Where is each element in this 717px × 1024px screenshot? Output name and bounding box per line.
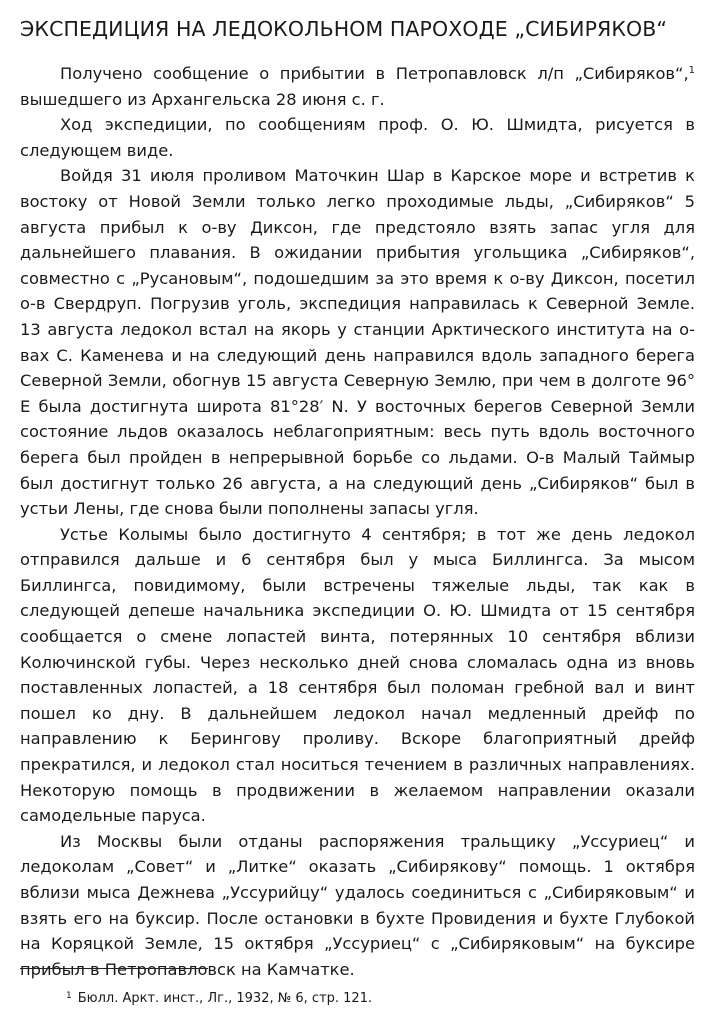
article-body (20, 61, 697, 982)
footnote (66, 987, 372, 1008)
paragraph-course: Ход экспедиции, по сообщениям проф. О. Ю. Шмидта, рисуется в следующем виде. (20, 115, 695, 160)
paragraph-text: Получено сообщение о прибытии в Петропавловск л/п „Сибиряков“, (60, 64, 689, 83)
paragraph-text-continued: вышедшего из Архангельска 28 июня с. г. (20, 89, 385, 109)
footnote-text: Бюлл. Аркт. инст., Лг., 1932, № 6, стр. 121. (77, 991, 373, 1006)
paragraph-rescue: Из Москвы были отданы распоряжения тральщику „Уссуриец“ и ледоколам „Совет“ и „Литке“ оказать „Сибирякову“ помощь. 1 октября вблизи мыса Дежнева „Уссурийцу“ удалось соединиться с „Сибиряковым“ и взять его на буксир. После остановки в бухте Провидения и бухте Глубокой на Коряцкой Земле, 15 октября „Уссуриец“ с „Сибиряковым“ на буксире прибыл в Петропавловск на Камчатке. (20, 831, 695, 979)
footnote-reference[interactable]: 1 (688, 65, 695, 76)
paragraph-arrival (20, 61, 697, 112)
footnote-mark: 1 (66, 991, 72, 1001)
paragraph-kolyma: Устье Колымы было достигнуто 4 сентября; в тот же день ледокол отправился дальше и 6 сентября был у мыса Биллингса. За мысом Биллингса, повидимому, были встречены тяжелые льды, так как в следующей депеше начальника экспедиции О. Ю. Шмидта от 15 сентября сообщается о смене лопастей винта, потерянных 10 сентября вблизи Колючинской губы. Через несколько дней снова сломалась одна из вновь поставленных лопастей, а 18 сентября был поломан гребной вал и винт пошел ко дну. В дальнейшем ледокол начал медленный дрейф по направлению к Берингову проливу. Вскоре благоприятный дрейф прекратился, и ледокол стал носиться течением в различных направлениях. Некоторую помощь в продвижении в желаемом направлении оказали самодельные паруса. (20, 524, 695, 826)
article-title: ЭКСПЕДИЦИЯ НА ЛЕДОКОЛЬНОМ ПАРОХОДЕ „СИБИРЯКОВ“ (20, 17, 668, 41)
paragraph-kara-sea: Войдя 31 июля проливом Маточкин Шар в Карское море и встретив к востоку от Новой Земли только легко проходимые льды, „Сибиряков“ 5 августа прибыл к о-ву Диксон, где предстояло взять запас угля для дальнейшего плавания. В ожидании прибытия угольщика „Сибиряков“, совместно с „Русановым“, подошедшим за это время к о-ву Диксон, посетил о-в Свердруп. Погрузив уголь, экспедиция направилась к Северной Земле. 13 августа ледокол встал на якорь у станции Арктического института на о-вах С. Каменева и на следующий день направился вдоль западного берега Северной Земли, обогнув 15 августа Северную Землю, при чем в долготе 96° E была достигнута широта 81°28′ N. У восточных берегов Северной Земли состояние льдов оказалось неблагоприятным: весь путь вдоль восточного берега был пройден в непрерывной борьбе со льдами. О-в Малый Таймыр был достигнут только 26 августа, а на следующий день „Сибиряков“ был в устьи Лены, где снова были пополнены запасы угля. (20, 166, 695, 519)
footnote-divider (20, 968, 208, 969)
